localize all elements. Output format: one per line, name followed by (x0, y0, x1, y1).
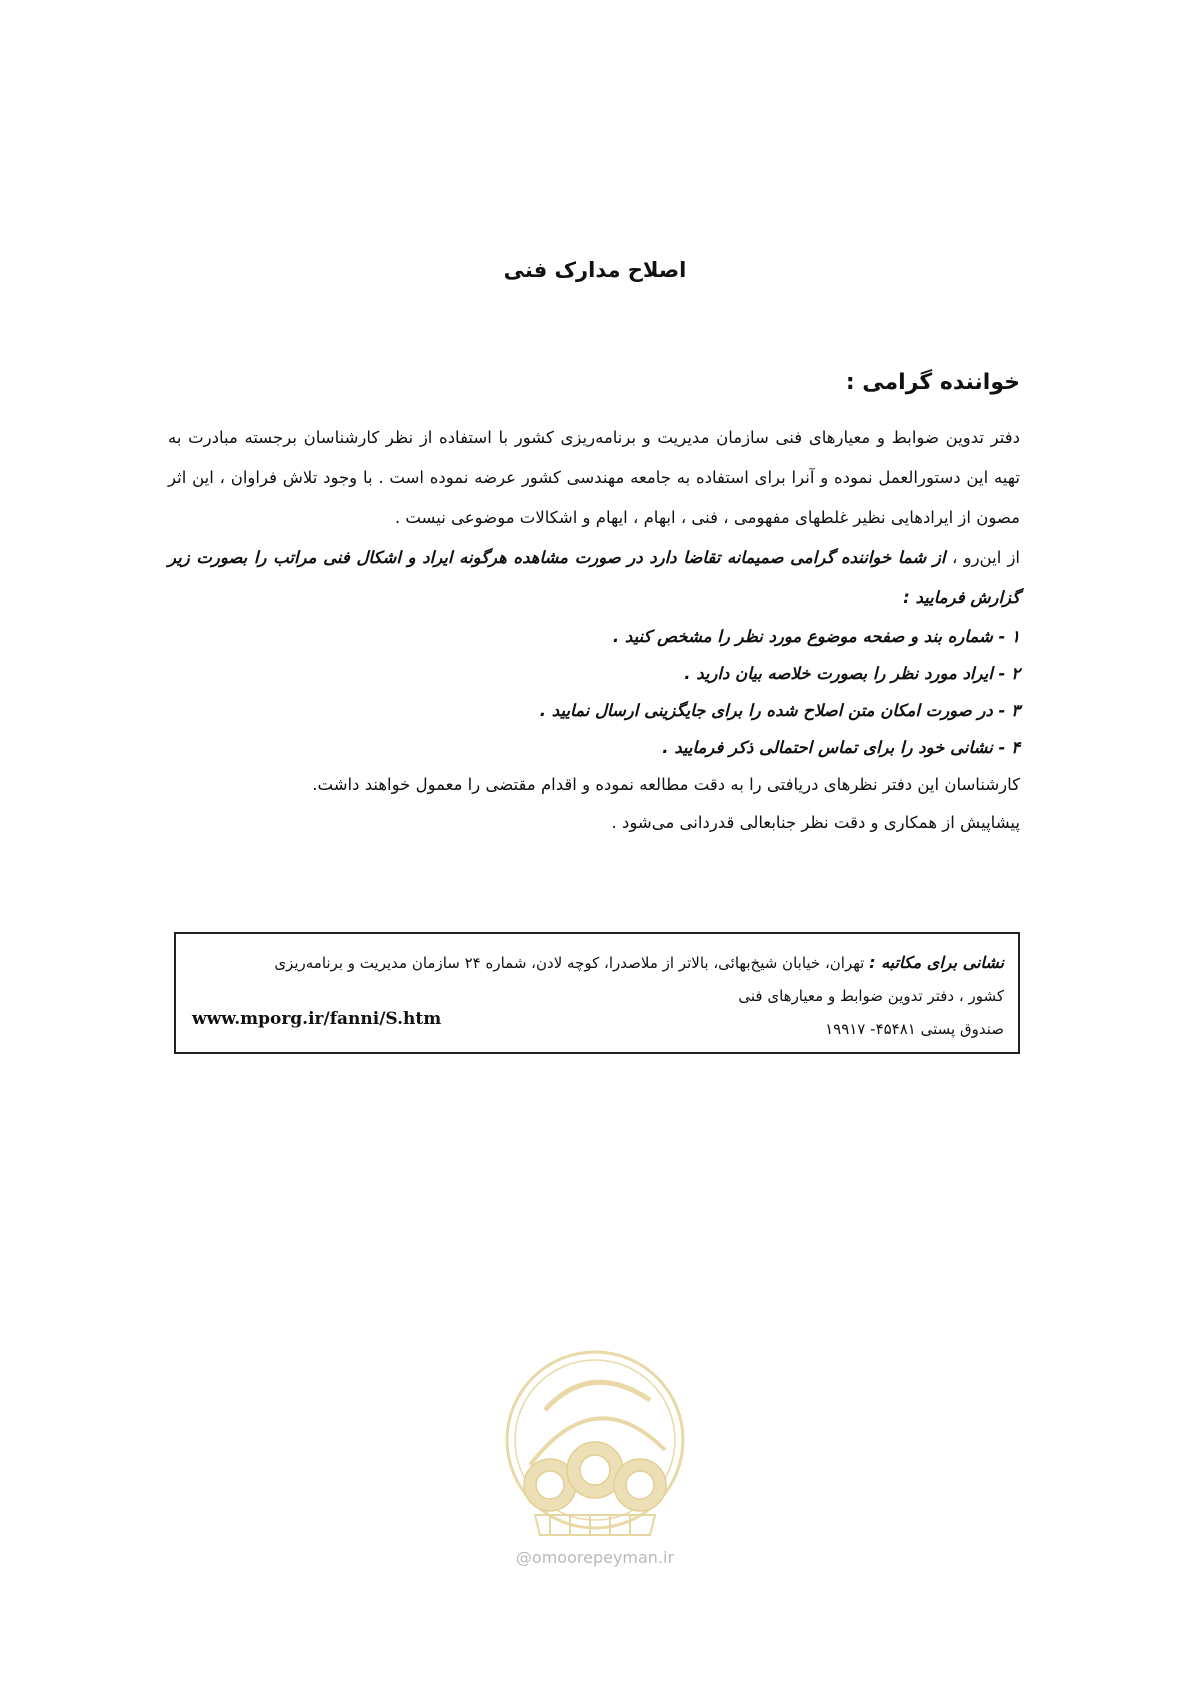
request-lead: از این‌رو ، (952, 548, 1020, 567)
contact-address-line2: کشور ، دفتر تدوین ضوابط و معیارهای فنی (738, 987, 1004, 1005)
report-steps (168, 618, 1020, 766)
contact-address (190, 946, 1004, 980)
request-emphasis: از شما خواننده گرامی صمیمانه تقاضا دارد در صورت مشاهده هرگونه ایراد و اشکال فنی مراتب را بصورت زیر گزارش فرمایید : (168, 548, 1020, 607)
contact-label: نشانی برای مکاتبه : (869, 953, 1004, 972)
step-item: ۴ - نشانی خود را برای تماس احتمالی ذکر فرمایید . (662, 738, 1020, 757)
salutation: خواننده گرامی : (845, 370, 1020, 395)
step-item: ۳ - در صورت امکان متن اصلاح شده را برای جایگزینی ارسال نمایید . (539, 701, 1020, 720)
contact-address-line1: تهران، خیابان شیخ‌بهائی، بالاتر از ملاصدرا، کوچه لادن، شماره ۲۴ سازمان مدیریت و برنامه‌ریزی (274, 954, 870, 972)
gear-seal-icon (490, 1340, 700, 1570)
contact-url-link[interactable]: www.mporg.ir/fanni/S.htm (192, 1009, 442, 1029)
page-title: اصلاح مدارک فنی (503, 258, 687, 282)
contact-box (174, 932, 1020, 1054)
watermark-site: @omoorepeyman.ir (515, 1548, 675, 1567)
closing-thanks: پیشاپیش از همکاری و دقت نظر جنابعالی قدردانی می‌شود . (611, 813, 1020, 832)
step-item: ۱ - شماره بند و صفحه موضوع مورد نظر را مشخص کنید . (612, 627, 1020, 646)
intro-paragraph: دفتر تدوین ضوابط و معیارهای فنی سازمان مدیریت و برنامه‌ریزی کشور با استفاده از نظر کارشناسان برجسته مبادرت به تهیه این دستورالعمل نموده و آنرا برای استفاده به جامعه مهندسی کشور عرضه نموده است . با وجود تلاش فراوان ، این اثر مصون از ایرادهایی نظیر غلطهای مفهومی ، فنی ، ابهام ، ایهام و اشکالات موضوعی نیست . (168, 428, 1020, 527)
letter-body (168, 418, 1020, 842)
closing-review: کارشناسان این دفتر نظرهای دریافتی را به دقت مطالعه نموده و اقدام مقتضی را معمول خواهند داشت. (312, 775, 1020, 794)
step-item: ۲ - ایراد مورد نظر را بصورت خلاصه بیان دارید . (684, 664, 1020, 683)
request-paragraph (168, 538, 1020, 618)
contact-postal: صندوق پستی ۴۵۴۸۱- ۱۹۹۱۷ (825, 1020, 1004, 1038)
